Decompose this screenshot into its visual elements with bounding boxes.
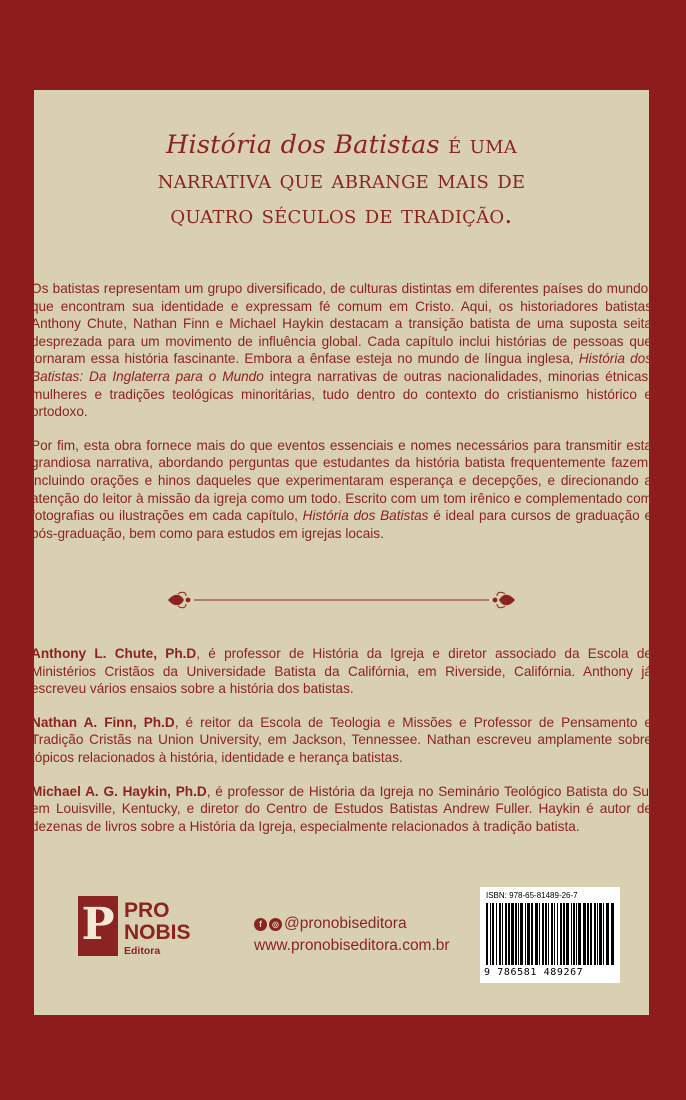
logo-letter: P xyxy=(81,899,115,950)
headline-line2: narrativa que abrange mais de xyxy=(157,165,526,195)
synopsis-p2-book-title: História dos Batistas xyxy=(302,508,429,524)
author-bio-text: , é professor de História da Igreja e diretor associado da Escola de Ministérios Cristãos da Universidade Batista da Califórnia, em Riverside, Califórnia. Anthony já escreveu vários ensaios sobre a história dos batistas. xyxy=(31,646,652,697)
synopsis-paragraph-1 xyxy=(31,280,652,421)
author-name: Anthony L. Chute, Ph.D xyxy=(31,646,197,661)
publisher-contacts xyxy=(254,913,450,957)
barcode-digits: 9 786581 489267 xyxy=(484,967,584,978)
author-name: Michael A. G. Haykin, Ph.D xyxy=(31,783,207,799)
headline-line3: quatro séculos de tradição. xyxy=(170,200,513,230)
author-bio-chute xyxy=(31,645,652,698)
synopsis xyxy=(31,280,652,558)
facebook-icon: f xyxy=(254,918,267,931)
back-cover-panel xyxy=(31,90,653,1015)
synopsis-p1-book-title: História dos Batistas: Da Inglaterra para o Mundo xyxy=(31,351,652,384)
isbn-label: ISBN: 978-65-81489-26-7 xyxy=(486,891,578,900)
logo-text-editora: Editora xyxy=(124,945,161,957)
author-bio-haykin xyxy=(31,783,652,836)
logo-text-pro: PRO xyxy=(124,899,170,922)
logo-mark-icon xyxy=(78,896,118,956)
headline-line1: é uma xyxy=(439,130,517,160)
logo-text-nobis: NOBIS xyxy=(124,921,191,944)
instagram-icon: ◎ xyxy=(269,918,282,931)
synopsis-p1-text-a: Os batistas representam um grupo diversificado, de culturas distintas em diferentes países do mundo, que encontram sua identidade e expressam fé comum em Cristo. Aqui, os historiadores batistas Anthony Chute, Nathan Finn e Michael Haykin destacam a transição batista de uma suposta seita desprezada para um movimento de influência global. Cada capítulo inclui histórias de pessoas que tornaram essa história fascinante. Embora a ênfase esteja no mundo de língua inglesa, xyxy=(31,281,652,367)
author-bio-text: , é professor de História da Igreja no Seminário Teológico Batista do Sul em Louisville, Kentucky, e diretor do Centro de Estudos Batistas Andrew Fuller. Haykin é autor de dezenas de livros sobre a História da Igreja, especialmente relacionados à tradição batista. xyxy=(31,783,653,834)
author-bio-text: , é reitor da Escola de Teologia e Missões e Professor de Pensamento e Tradição Cristãs na Union University, em Jackson, Tennessee. Nathan escreveu amplamente sobre tópicos relacionados à história, identidade e herança batistas. xyxy=(31,714,652,765)
synopsis-p2-text-b: é ideal para cursos de graduação e pós-graduação, bem como para estudos em igrejas locais. xyxy=(31,508,653,541)
headline-book-title: História dos Batistas xyxy=(166,130,440,160)
author-name: Nathan A. Finn, Ph.D xyxy=(31,714,175,730)
barcode-bars-icon xyxy=(486,903,614,967)
headline xyxy=(74,128,609,233)
synopsis-paragraph-2 xyxy=(31,437,652,543)
social-handle: @pronobiseditora xyxy=(284,915,407,932)
ornament-divider-icon xyxy=(164,590,519,610)
author-bio-finn xyxy=(31,714,652,767)
website-url: www.pronobiseditora.com.br xyxy=(254,937,450,954)
synopsis-p1-text-b: integra narrativas de outras nacionalidades, minorias étnicas, mulheres e tradições teológicas minoritárias, tudo dentro do contexto do cristianismo histórico e ortodoxo. xyxy=(31,368,653,420)
isbn-barcode xyxy=(480,887,620,983)
synopsis-p2-text-a: Por fim, esta obra fornece mais do que eventos essenciais e nomes necessários para transmitir esta grandiosa narrativa, abordando perguntas que estudantes da história batista frequentemente fazem, incluindo orações e hinos daqueles que experimentaram esperança e decepções, e direcionando a atenção do leitor à missão da igreja como um todo. Escrito com um tom irênico e complementado com fotografias ou ilustrações em cada capítulo, xyxy=(31,437,652,524)
author-bios xyxy=(31,645,652,851)
